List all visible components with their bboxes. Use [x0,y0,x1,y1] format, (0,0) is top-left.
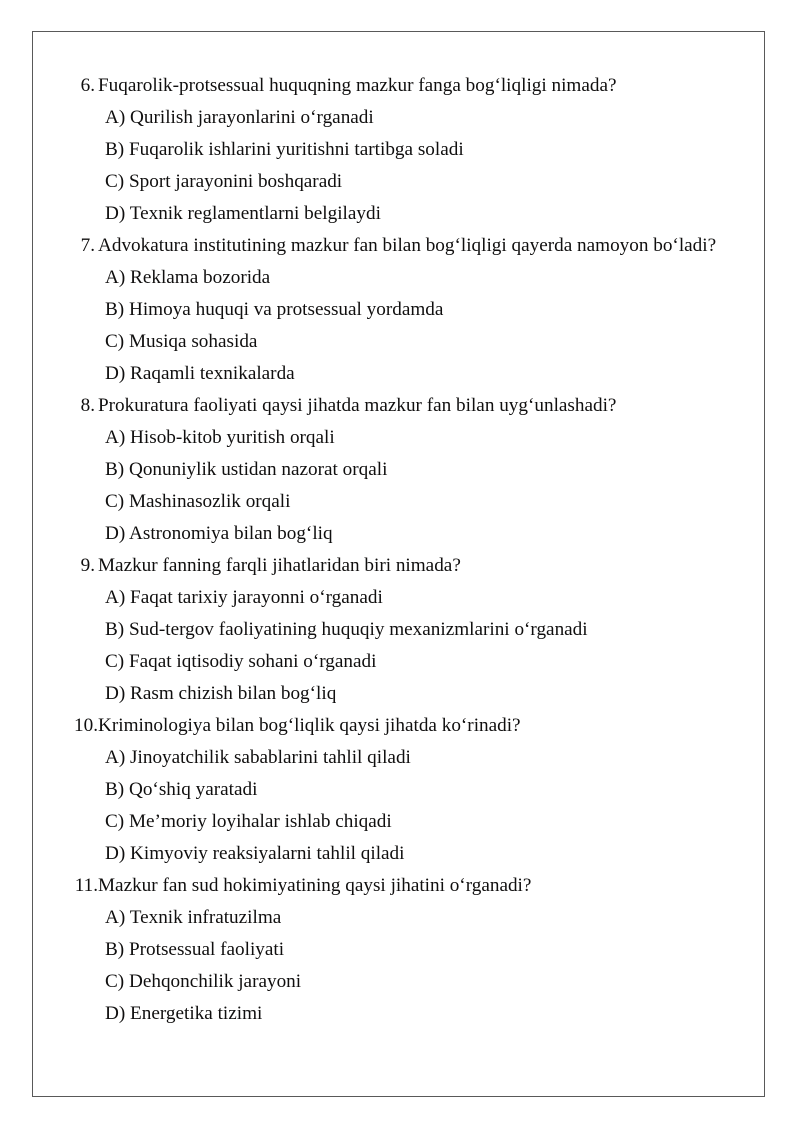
question-number: 9. [80,555,95,576]
option-text: Sport jarayonini boshqaradi [128,171,343,192]
answer-option[interactable] [33,966,742,998]
option-text: Dehqonchilik jarayoni [128,971,302,992]
answer-option[interactable] [33,454,742,486]
answer-option[interactable] [33,518,742,550]
option-letter: C) [105,491,125,512]
question-line [33,70,742,102]
question-block [33,230,742,390]
question-text: Advokatura institutining mazkur fan bilan bogʻliqligi qayerda namoyon boʻladi? [98,235,717,256]
question-block [33,550,742,710]
option-letter: C) [105,651,125,672]
option-letter: A) [105,107,126,128]
option-letter: A) [105,907,126,928]
option-text: Jinoyatchilik sabablarini tahlil qiladi [130,747,411,768]
option-letter: A) [105,267,126,288]
question-number: 7. [80,235,95,256]
option-letter: B) [105,139,125,160]
option-letter: B) [105,939,125,960]
question-number: 8. [80,395,95,416]
option-text: Texnik infratuzilma [129,907,282,928]
option-text: Faqat iqtisodiy sohani oʻrganadi [128,651,377,672]
option-letter: D) [105,683,126,704]
answer-option[interactable] [33,166,742,198]
answer-option[interactable] [33,262,742,294]
answer-option[interactable] [33,326,742,358]
option-letter: C) [105,971,125,992]
answer-option[interactable] [33,582,742,614]
option-letter: D) [105,523,126,544]
option-letter: B) [105,619,125,640]
option-text: Astronomiya bilan bogʻliq [129,523,333,544]
option-letter: D) [105,203,126,224]
question-number: 10. [74,715,98,736]
question-block [33,70,742,230]
option-text: Reklama bozorida [130,267,271,288]
question-text: Mazkur fan sud hokimiyatining qaysi jihatini oʻrganadi? [98,875,532,896]
question-number: 6. [80,75,95,96]
answer-option[interactable] [33,358,742,390]
option-text: Mashinasozlik orqali [128,491,291,512]
question-block [33,390,742,550]
option-text: Musiqa sohasida [128,331,258,352]
option-text: Hisob-kitob yuritish orqali [130,427,335,448]
option-text: Kimyoviy reaksiyalarni tahlil qiladi [130,843,405,864]
option-text: Me’moriy loyihalar ishlab chiqadi [128,811,392,832]
answer-option[interactable] [33,742,742,774]
option-text: Protsessual faoliyati [128,939,285,960]
question-line [33,230,742,262]
question-line [33,710,742,742]
option-letter: C) [105,171,125,192]
answer-option[interactable] [33,838,742,870]
answer-option[interactable] [33,646,742,678]
answer-option[interactable] [33,678,742,710]
answer-option[interactable] [33,422,742,454]
answer-option[interactable] [33,998,742,1030]
question-text: Prokuratura faoliyati qaysi jihatda mazkur fan bilan uygʻunlashadi? [98,395,617,416]
answer-option[interactable] [33,806,742,838]
option-text: Qoʻshiq yaratadi [128,779,258,800]
question-number: 11. [74,875,98,896]
option-letter: B) [105,459,125,480]
option-text: Faqat tarixiy jarayonni oʻrganadi [130,587,383,608]
question-text: Fuqarolik-protsessual huquqning mazkur fanga bogʻliqligi nimada? [98,75,617,96]
answer-option[interactable] [33,614,742,646]
question-list [33,32,765,1030]
option-text: Qonuniylik ustidan nazorat orqali [128,459,388,480]
option-letter: A) [105,427,126,448]
option-letter: D) [105,843,126,864]
document-page [32,31,765,1097]
answer-option[interactable] [33,102,742,134]
option-text: Sud-tergov faoliyatining huquqiy mexanizmlarini oʻrganadi [128,619,588,640]
option-text: Qurilish jarayonlarini oʻrganadi [130,107,374,128]
option-text: Fuqarolik ishlarini yuritishni tartibga soladi [128,139,464,160]
option-letter: C) [105,331,125,352]
option-letter: D) [105,1003,126,1024]
question-block [33,870,742,1030]
answer-option[interactable] [33,902,742,934]
option-letter: C) [105,811,125,832]
answer-option[interactable] [33,774,742,806]
answer-option[interactable] [33,486,742,518]
option-text: Himoya huquqi va protsessual yordamda [128,299,444,320]
question-line [33,550,742,582]
question-line [33,390,742,422]
answer-option[interactable] [33,134,742,166]
answer-option[interactable] [33,294,742,326]
option-text: Energetika tizimi [130,1003,263,1024]
option-letter: A) [105,587,126,608]
question-text: Kriminologiya bilan bogʻliqlik qaysi jihatda koʻrinadi? [98,715,521,736]
question-block [33,710,742,870]
question-text: Mazkur fanning farqli jihatlaridan biri nimada? [98,555,461,576]
answer-option[interactable] [33,934,742,966]
option-letter: B) [105,299,125,320]
question-line [33,870,742,902]
option-text: Raqamli texnikalarda [130,363,295,384]
option-letter: A) [105,747,126,768]
option-letter: B) [105,779,125,800]
option-letter: D) [105,363,126,384]
option-text: Texnik reglamentlarni belgilaydi [129,203,381,224]
option-text: Rasm chizish bilan bogʻliq [130,683,337,704]
answer-option[interactable] [33,198,742,230]
